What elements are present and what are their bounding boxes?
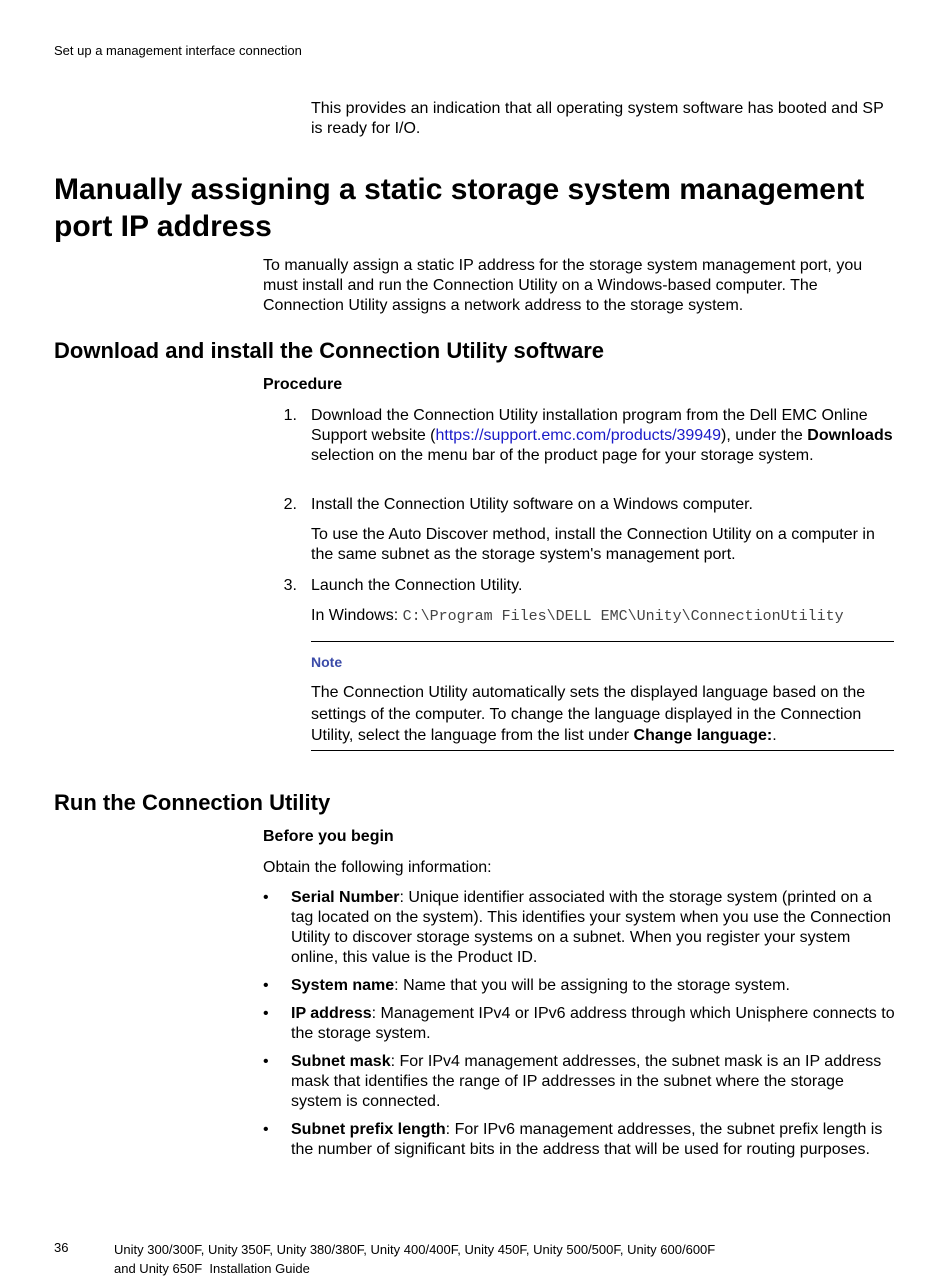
bullet-dot: • (263, 1121, 269, 1138)
bullet-dot: • (263, 977, 269, 994)
bullet-subnet-mask (291, 1052, 896, 1112)
step-2-subtext: To use the Auto Discover method, install the Connection Utility on a computer in the same subnet as the storage system's management port. (311, 526, 875, 563)
step-1-text-start: Download the Connection Utility installation program from the Dell EMC Online Support website ( (311, 407, 868, 444)
note-body: The Connection Utility automatically sets the displayed language based on the settings of the computer. To change the language displayed in the Connection Utility, select the language from the list under (311, 684, 866, 744)
bullet-desc: : Name that you will be assigning to the storage system. (394, 977, 790, 994)
bullet-term: Subnet mask (291, 1053, 391, 1070)
bullet-term: IP address (291, 1005, 372, 1022)
bullet-dot: • (263, 889, 269, 906)
step-number: 2. (283, 496, 297, 513)
bullet-subnet-prefix (291, 1120, 896, 1160)
step-1-text-end: selection on the menu bar of the product page for your storage system. (311, 447, 814, 464)
intro-paragraph: This provides an indication that all operating system software has booted and SP is ready for I/O. (311, 100, 884, 137)
support-link[interactable]: https://support.emc.com/products/39949 (435, 427, 721, 444)
step-1-text (311, 406, 896, 466)
bullet-ip-address (291, 1004, 896, 1044)
footer-line-2: and Unity 650F Installation Guide (114, 1261, 310, 1276)
bullet-term: Subnet prefix length (291, 1121, 446, 1138)
note-text (311, 682, 891, 747)
bullet-desc: : For IPv4 management addresses, the subnet mask is an IP address mask that identifies the range of IP addresses in the subnet where the storage system is connected. (291, 1053, 882, 1110)
step-2-text: Install the Connection Utility software on a Windows computer. (311, 496, 753, 513)
before-you-begin-label: Before you begin (263, 828, 394, 845)
step-number: 1. (283, 407, 297, 424)
bullet-dot: • (263, 1005, 269, 1022)
bullet-term: System name (291, 977, 395, 994)
running-header: Set up a management interface connection (54, 43, 302, 58)
obtain-info-text: Obtain the following information: (263, 859, 492, 876)
section-heading-static-ip: Manually assigning a static storage system management port IP address (54, 173, 865, 243)
note-end: . (772, 727, 777, 744)
downloads-term: Downloads (807, 427, 893, 444)
section-static-ip-body: To manually assign a static IP address for the storage system management port, you must install and run the Connection Utility on a Windows-based computer. The Connection Utility assigns a network address to the storage system. (263, 257, 863, 314)
windows-path-line (311, 606, 911, 627)
step-3-text: Launch the Connection Utility. (311, 577, 523, 594)
footer-line-1: Unity 300/300F, Unity 350F, Unity 380/380F, Unity 400/400F, Unity 450F, Unity 500/500F, Unity 600/600F (114, 1242, 716, 1257)
bullet-system-name (291, 976, 896, 996)
section-heading-download: Download and install the Connection Utility software (54, 338, 605, 363)
note-bottom-rule (311, 750, 894, 751)
bullet-term: Serial Number (291, 889, 400, 906)
section-heading-run: Run the Connection Utility (54, 790, 331, 815)
windows-label: In Windows: (311, 607, 403, 624)
step-1-text-mid: ), under the (721, 427, 808, 444)
change-language-term: Change language: (633, 727, 773, 744)
bullet-desc: : Unique identifier associated with the storage system (printed on a tag located on the system). This identifies your system when you use the Connection Utility to discover storage systems on a subnet. When you register your system online, this value is the Product ID. (291, 889, 892, 966)
bullet-desc: : For IPv6 management addresses, the subnet prefix length is the number of significant bits in the address that will be used for routing purposes. (291, 1121, 883, 1158)
bullet-desc: : Management IPv4 or IPv6 address through which Unisphere connects to the storage system. (291, 1005, 895, 1042)
note-top-rule (311, 641, 894, 642)
procedure-label: Procedure (263, 376, 343, 393)
windows-path: C:\Program Files\DELL EMC\Unity\ConnectionUtility (402, 608, 844, 625)
page-number: 36 (54, 1240, 69, 1255)
step-number: 3. (283, 577, 297, 594)
footer-doc-title (114, 1240, 834, 1278)
note-title: Note (311, 654, 343, 670)
bullet-dot: • (263, 1053, 269, 1070)
bullet-serial-number (291, 888, 896, 968)
